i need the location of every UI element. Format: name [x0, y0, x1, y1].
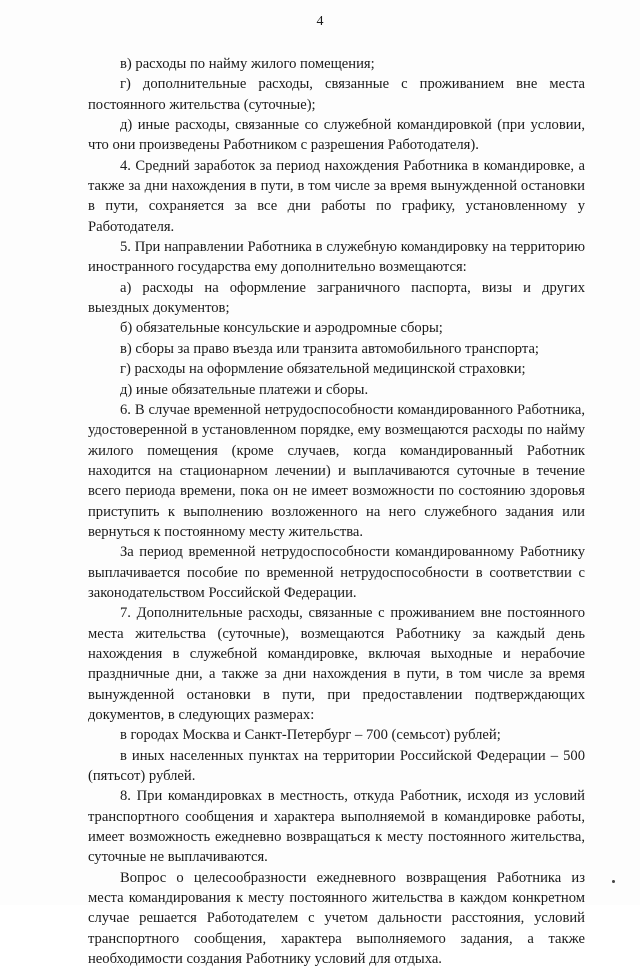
- paragraph-clause-6: 6. В случае временной нетрудоспособности командированного Работника, удостоверенной в установленном порядке, ему возмещаются расходы по найму жилого помещения (кроме случаев, когда командированный Работник находится на стационарном лечении) и выплачиваются суточные в течение всего периода времени, пока он не имеет возможности по состоянию здоровья приступить к выполнению возложенного на него служебного задания или вернуться к постоянному месту жительства.: [88, 401, 585, 540]
- paragraph-clause-7: 7. Дополнительные расходы, связанные с проживанием вне постоянного места жительства (суточные), возмещаются Работнику за каждый день нахождения в служебной командировке, включая выходные и нерабочие праздничные дни, а также за дни нахождения в пути, в том числе за время вынужденной остановки в пути, при предоставлении подтверждающих документов, в следующих размерах:: [88, 605, 585, 723]
- paragraph-clause-8: 8. При командировках в местность, откуда Работник, исходя из условий транспортного сообщения и характера выполняемой в командировке работы, имеет возможность ежедневно возвращаться к месту постоянного жительства, суточные не выплачиваются.: [88, 788, 585, 866]
- paragraph-rate-other-cities: в иных населенных пунктах на территории Российской Федерации – 500 (пятьсот) рублей.: [88, 747, 585, 785]
- paragraph-item-d-other-payments: д) иные обязательные платежи и сборы.: [120, 381, 369, 398]
- paragraph-item-g-per-diem: г) дополнительные расходы, связанные с проживанием вне места постоянного жительства (суточные);: [88, 76, 585, 113]
- paragraph-sick-leave-benefit: За период временной нетрудоспособности командированному Работнику выплачивается пособие по временной нетрудоспособности в соответствии с законодательством Российской Федерации.: [88, 544, 585, 601]
- paragraph-clause-5: 5. При направлении Работника в служебную командировку на территорию иностранного государства ему дополнительно возмещаются:: [88, 239, 585, 276]
- paragraph-rate-moscow-spb: в городах Москва и Санкт-Петербург – 700 (семьсот) рублей;: [120, 727, 501, 744]
- paragraph-clause-4: 4. Средний заработок за период нахождения Работника в командировке, а также за дни нахождения в пути, в том числе за время вынужденной остановки в пути, сохраняется за все дни работы по графику, установленному у Работодателя.: [88, 157, 585, 235]
- scan-artifact-dot: [612, 880, 615, 883]
- paragraph-item-d-other-expenses: д) иные расходы, связанные со служебной командировкой (при условии, что они произведены Работником с разрешения Работодателя).: [88, 117, 585, 154]
- paragraph-item-v-housing: в) расходы по найму жилого помещения;: [120, 56, 375, 72]
- paragraph-item-v-transit-fees: в) сборы за право въезда или транзита автомобильного транспорта;: [120, 340, 539, 357]
- paragraph-daily-return-question: Вопрос о целесообразности ежедневного возвращения Работника из места командирования к месту постоянного жительства в каждом конкретном случае решается Работодателем с учетом дальности расстояния, условий транспортного сообщения, характера выполняемого задания, а также необходимости создания Работнику условий для отдыха.: [88, 869, 585, 968]
- paragraph-item-a-passport: а) расходы на оформление заграничного паспорта, визы и других выездных документов;: [88, 279, 585, 317]
- document-body: [88, 54, 585, 969]
- paragraph-item-g-insurance: г) расходы на оформление обязательной медицинской страховки;: [120, 361, 526, 378]
- page-number: 4: [316, 14, 324, 29]
- paragraph-item-b-consular-fees: б) обязательные консульские и аэродромные сборы;: [120, 320, 443, 337]
